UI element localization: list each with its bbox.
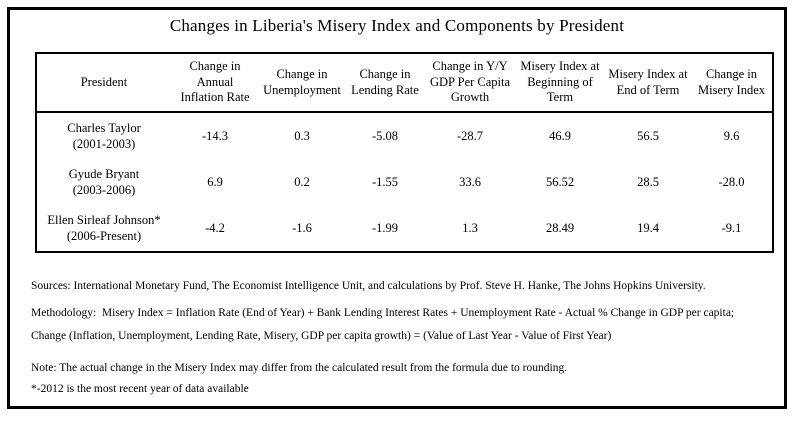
cell-unemployment: -1.6 bbox=[292, 220, 312, 235]
president-cell bbox=[36, 112, 171, 159]
column-header-gdp-growth: Change in Y/Y GDP Per Capita Growth bbox=[425, 53, 515, 112]
cell-inflation: -14.3 bbox=[201, 128, 229, 143]
president-term: (2006-Present) bbox=[66, 229, 142, 243]
cell-lending-rate: -1.55 bbox=[371, 174, 399, 189]
cell-misery-end: 56.5 bbox=[637, 128, 659, 143]
cell-misery-end: 28.5 bbox=[637, 174, 659, 189]
rounding-note: Note: The actual change in the Misery Index may differ from the calculated result from the formula due to rounding. bbox=[31, 362, 568, 374]
cell-unemployment: 0.3 bbox=[294, 128, 310, 143]
misery-index-table bbox=[35, 52, 774, 253]
cell-lending-rate: -5.08 bbox=[371, 128, 399, 143]
president-term: (2001-2003) bbox=[72, 137, 136, 151]
methodology-line-1: Methodology: Misery Index = Inflation Rate (End of Year) + Bank Lending Interest Rates + Unemployment Rate - Actual % Change in GDP per capita; bbox=[31, 307, 735, 319]
cell-misery-change: -9.1 bbox=[721, 220, 742, 235]
cell-misery-beginning: 28.49 bbox=[545, 220, 575, 235]
cell-misery-change: -28.0 bbox=[718, 174, 745, 189]
cell-gdp-growth: 1.3 bbox=[462, 220, 478, 235]
table-header-row bbox=[36, 53, 773, 112]
methodology-line-2: Change (Inflation, Unemployment, Lending Rate, Misery, GDP per capita growth) = (Value of Last Year - Value of First Year) bbox=[31, 330, 612, 342]
table-row-bryant bbox=[36, 159, 773, 205]
sources-note: Sources: International Monetary Fund, The Economist Intelligence Unit, and calculations by Prof. Steve H. Hanke, The Johns Hopkins University. bbox=[31, 280, 706, 292]
cell-gdp-growth: 33.6 bbox=[459, 174, 481, 189]
column-header-misery-change: Change in Misery Index bbox=[691, 53, 773, 112]
page-title: Changes in Liberia's Misery Index and Components by President bbox=[169, 16, 625, 35]
president-name: Charles Taylor bbox=[67, 120, 141, 135]
column-header-misery-end: Misery Index at End of Term bbox=[605, 53, 691, 112]
column-header-misery-beginning: Misery Index at Beginning of Term bbox=[515, 53, 605, 112]
cell-lending-rate: -1.99 bbox=[371, 220, 399, 235]
cell-misery-end: 19.4 bbox=[637, 220, 659, 235]
cell-unemployment: 0.2 bbox=[294, 174, 310, 189]
cell-inflation: -4.2 bbox=[205, 220, 225, 235]
president-cell bbox=[36, 159, 171, 205]
column-header-president: President bbox=[36, 53, 171, 112]
president-name: Gyude Bryant bbox=[68, 166, 140, 181]
cell-misery-change: 9.6 bbox=[723, 128, 740, 143]
data-availability-footnote: *-2012 is the most recent year of data available bbox=[31, 383, 249, 395]
column-header-inflation: Change in Annual Inflation Rate bbox=[171, 53, 259, 112]
president-name: Ellen Sirleaf Johnson* bbox=[47, 212, 161, 227]
president-cell bbox=[36, 205, 171, 252]
column-header-lending-rate: Change in Lending Rate bbox=[345, 53, 425, 112]
president-term: (2003-2006) bbox=[72, 183, 136, 197]
table-row-johnson bbox=[36, 205, 773, 252]
notes-section bbox=[31, 279, 771, 396]
cell-misery-beginning: 46.9 bbox=[549, 128, 571, 143]
cell-inflation: 6.9 bbox=[207, 174, 223, 189]
column-header-unemployment: Change in Unemployment bbox=[259, 53, 345, 112]
table-row-taylor bbox=[36, 112, 773, 159]
document-frame bbox=[7, 7, 787, 409]
cell-gdp-growth: -28.7 bbox=[456, 128, 484, 143]
cell-misery-beginning: 56.52 bbox=[545, 174, 575, 189]
